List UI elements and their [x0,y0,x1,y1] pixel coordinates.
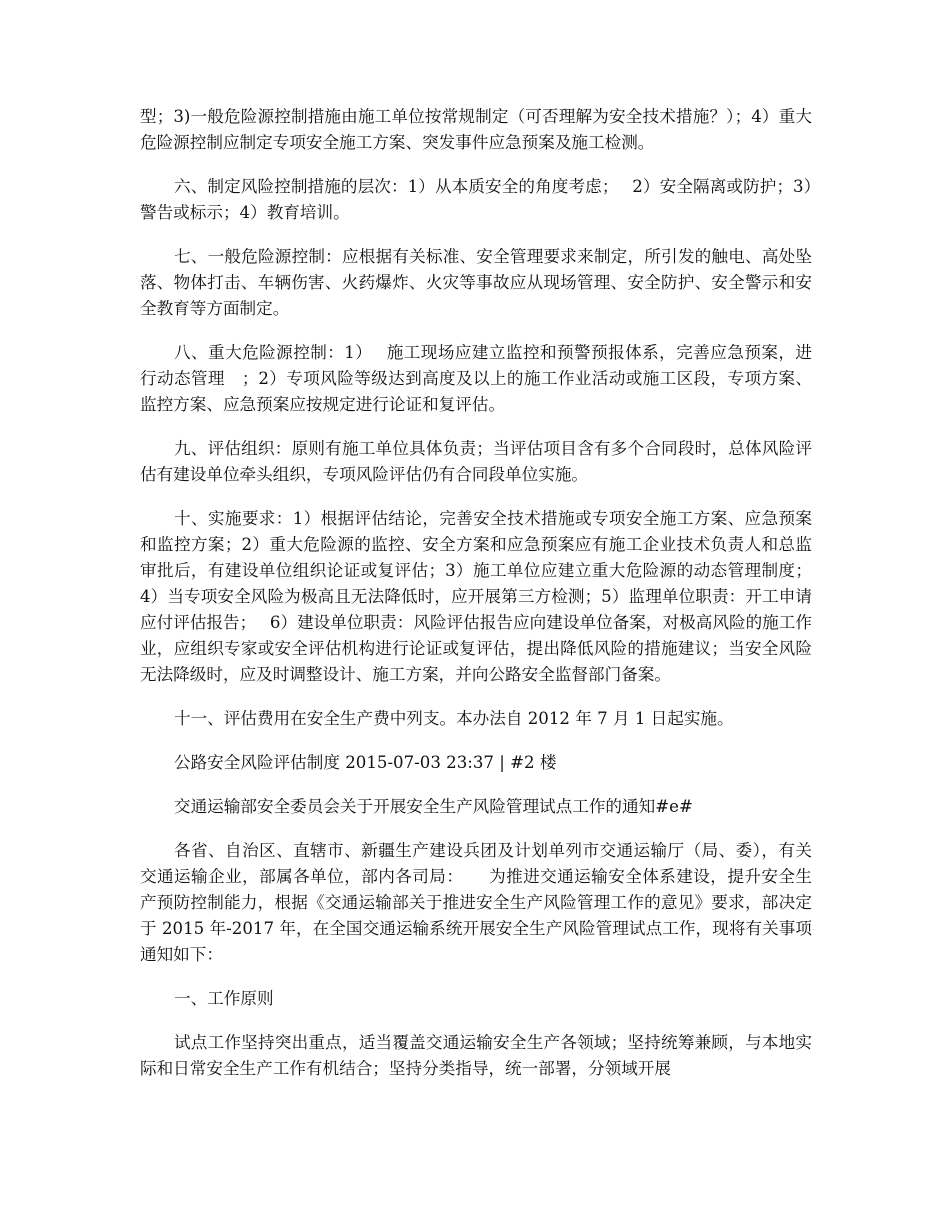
notice-title: 交通运输部安全委员会关于开展安全生产风险管理试点工作的通知#e# [174,797,693,816]
paragraph-work-principles: 试点工作坚持突出重点，适当覆盖交通运输安全生产各领域；坚持统筹兼顾，与本地实际和日常安全生产工作有机结合；坚持分类指导，统一部署，分领域开展 [140,1033,812,1078]
section-heading-work-principles: 一、工作原则 [174,989,274,1008]
paragraph-section-10: 十、实施要求：1）根据评估结论，完善安全技术措施或专项安全施工方案、应急预案和监控方案；2）重大危险源的监控、安全方案和应急预案应有施工企业技术负责人和总监审批后，有建设单位组织论证或复评估；3）施工单位应建立重大危险源的动态管理制度；4）当专项安全风险为极高且无法降低时，应开展第三方检测；5）监理单位职责：开工申请应付评估报告； 6）建设单位职责：风险评估报告应向建设单位备案，对极高风险的施工作业，应组织专家或安全评估机构进行论证或复评估，提出降低风险的措施建议；当安全风险无法降级时，应及时调整设计、施工方案，并向公路安全监督部门备案。 [140,509,812,684]
paragraph-continuation: 型；3)一般危险源控制措施由施工单位按常规制定（可否理解为安全技术措施？）；4）重大危险源控制应制定专项安全施工方案、突发事件应急预案及施工检测。 [140,107,812,152]
paragraph-section-6: 六、制定风险控制措施的层次：1）从本质安全的角度考虑； 2）安全隔离或防护；3）警告或标示；4）教育培训。 [140,177,812,222]
notice-intro-paragraph: 各省、自治区、直辖市、新疆生产建设兵团及计划单列市交通运输厅（局、委），有关交通运输企业，部属各单位，部内各司局： 为推进交通运输安全体系建设，提升安全生产预防控制能力，根据《交通运输部关于推进安全生产风险管理工作的意见》要求，部决定于 2015 年-2017 年，在全国交通运输系统开展安全生产风险管理试点工作，现将有关事项通知如下： [140,841,812,964]
paragraph-section-8: 八、重大危险源控制：1） 施工现场应建立监控和预警预报体系，完善应急预案，进行动态管理 ；2）专项风险等级达到高度及以上的施工作业活动或施工区段，专项方案、监控方案、应急预案应按规定进行论证和复评估。 [140,343,812,414]
paragraph-section-9: 九、评估组织：原则有施工单位具体负责；当评估项目含有多个合同段时，总体风险评估有建设单位牵头组织，专项风险评估仍有合同段单位实施。 [140,439,812,484]
paragraph-section-11: 十一、评估费用在安全生产费中列支。本办法自 2012 年 7 月 1 日起实施。 [174,709,734,728]
post-header-line: 公路安全风险评估制度 2015-07-03 23:37 | #2 楼 [174,753,557,772]
paragraph-section-7: 七、一般危险源控制：应根据有关标准、安全管理要求来制定，所引发的触电、高处坠落、物体打击、车辆伤害、火药爆炸、火灾等事故应从现场管理、安全防护、安全警示和安全教育等方面制定。 [140,247,812,318]
